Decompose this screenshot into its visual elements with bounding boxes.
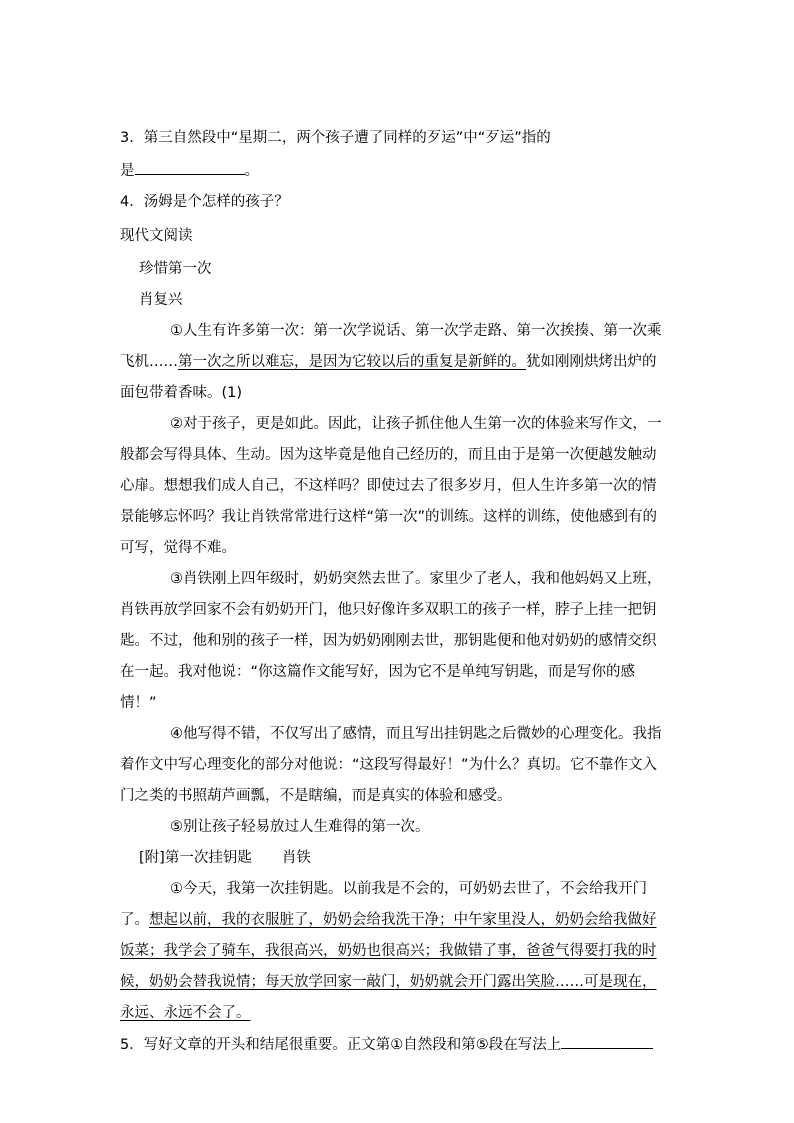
- question-3-line-1: 3．第三自然段中“星期二，两个孩子遭了同样的歹运”中“歹运”指的: [120, 130, 551, 146]
- article-p2-line-5: 可写，觉得不难。: [120, 540, 236, 556]
- question-4: 4．汤姆是个怎样的孩子？: [120, 194, 289, 210]
- article-p2-line-1: ②对于孩子，更是如此。因此，让孩子抓住他人生第一次的体验来写作文，一: [170, 416, 662, 432]
- question-3-answer-blank[interactable]: [135, 160, 245, 175]
- article-p3-line-1: ③肖铁刚上四年级时，奶奶突然去世了。家里少了老人，我和他妈妈又上班，: [170, 571, 662, 587]
- question-5-line: [120, 1034, 653, 1055]
- appendix-p1-line-2-pre: 了。: [120, 912, 149, 928]
- appendix-heading-line: [139, 848, 311, 868]
- article-p3-line-5: 情！”: [120, 695, 157, 711]
- article-p1-line-3: 面包带着香味。(1): [120, 385, 243, 401]
- question-3-prefix: 是: [120, 163, 135, 179]
- article-author: 肖复兴: [139, 292, 183, 308]
- article-p3-line-4: 在一起。我对他说：“你这篇作文能写好，因为它不是单纯写钥匙，而是写你的感: [120, 664, 636, 680]
- appendix-p1-line-1: ①今天，我第一次挂钥匙。以前我是不会的，可奶奶去世了，不会给我开门: [170, 881, 647, 897]
- article-p3-line-2: 肖铁再放学回家不会有奶奶开门，他只好像许多双职工的孩子一样，脖子上挂一把钥: [120, 602, 657, 618]
- article-title: 珍惜第一次: [139, 261, 212, 277]
- appendix-p1-underlined-line-3: 饭菜；我学会了骑车，我很高兴，奶奶也很高兴；我做错了事，爸爸气得要打我的时: [120, 943, 657, 959]
- appendix-p1-line-2: [120, 910, 657, 930]
- article-p3-line-3: 匙。不过，他和别的孩子一样，因为奶奶刚刚去世，那钥匙便和他对奶奶的感情交织: [120, 633, 657, 649]
- article-p1-line-1: ①人生有许多第一次：第一次学说话、第一次学走路、第一次挨揍、第一次乘: [170, 323, 662, 339]
- question-5: 5．写好文章的开头和结尾很重要。正文第①自然段和第⑤段在写法上: [120, 1037, 562, 1053]
- appendix-p1-underlined-line-4: 候，奶奶会替我说情；每天放学回家一敲门，奶奶就会开门露出笑脸……可是现在，: [120, 974, 657, 990]
- question-5-answer-blank[interactable]: [561, 1034, 653, 1049]
- article-p2-line-2: 般都会写得具体、生动。因为这毕竟是他自己经历的，而且由于是第一次便越发触动: [120, 447, 657, 463]
- appendix-author: 肖铁: [281, 850, 311, 866]
- article-p2-line-3: 心扉。想想我们成人自己，不这样吗？即使过去了很多岁月，但人生许多第一次的情: [120, 478, 657, 494]
- article-p4-line-1: ④他写得不错，不仅写出了感情，而且写出挂钥匙之后微妙的心理变化。我指: [170, 726, 662, 742]
- appendix-p1-underlined-line-5: 永远、永远不会了。: [120, 1005, 251, 1021]
- appendix-p1-underlined-line-2: 想起以前，我的衣服脏了，奶奶会给我洗干净；中午家里没人，奶奶会给我做好: [149, 912, 657, 928]
- article-p1-line-2-pre: 飞机……: [120, 354, 178, 370]
- article-p4-line-2: 着作文中写心理变化的部分对他说：“这段写得最好！”为什么？真切。它不靠作文入: [120, 757, 658, 773]
- section-title: 现代文阅读: [120, 228, 193, 244]
- article-p5-line-1: ⑤别让孩子轻易放过人生难得的第一次。: [170, 819, 430, 835]
- article-p1-line-2: [120, 352, 657, 372]
- question-3-line-2: [120, 160, 259, 181]
- question-3-suffix: 。: [244, 163, 259, 179]
- appendix-heading: [附]第一次挂钥匙: [139, 850, 252, 866]
- article-p1-underlined-sentence: 第一次之所以难忘，是因为它较以后的重复是新鲜的。: [178, 354, 526, 370]
- article-p1-line-2-post: 犹如刚刚烘烤出炉的: [526, 354, 657, 370]
- article-p2-line-4: 景能够忘怀吗？我让肖铁常常进行这样“第一次”的训练。这样的训练，使他感到有的: [120, 509, 658, 525]
- article-p4-line-3: 门之类的书照葫芦画瓢，不是瞎编，而是真实的体验和感受。: [120, 788, 512, 804]
